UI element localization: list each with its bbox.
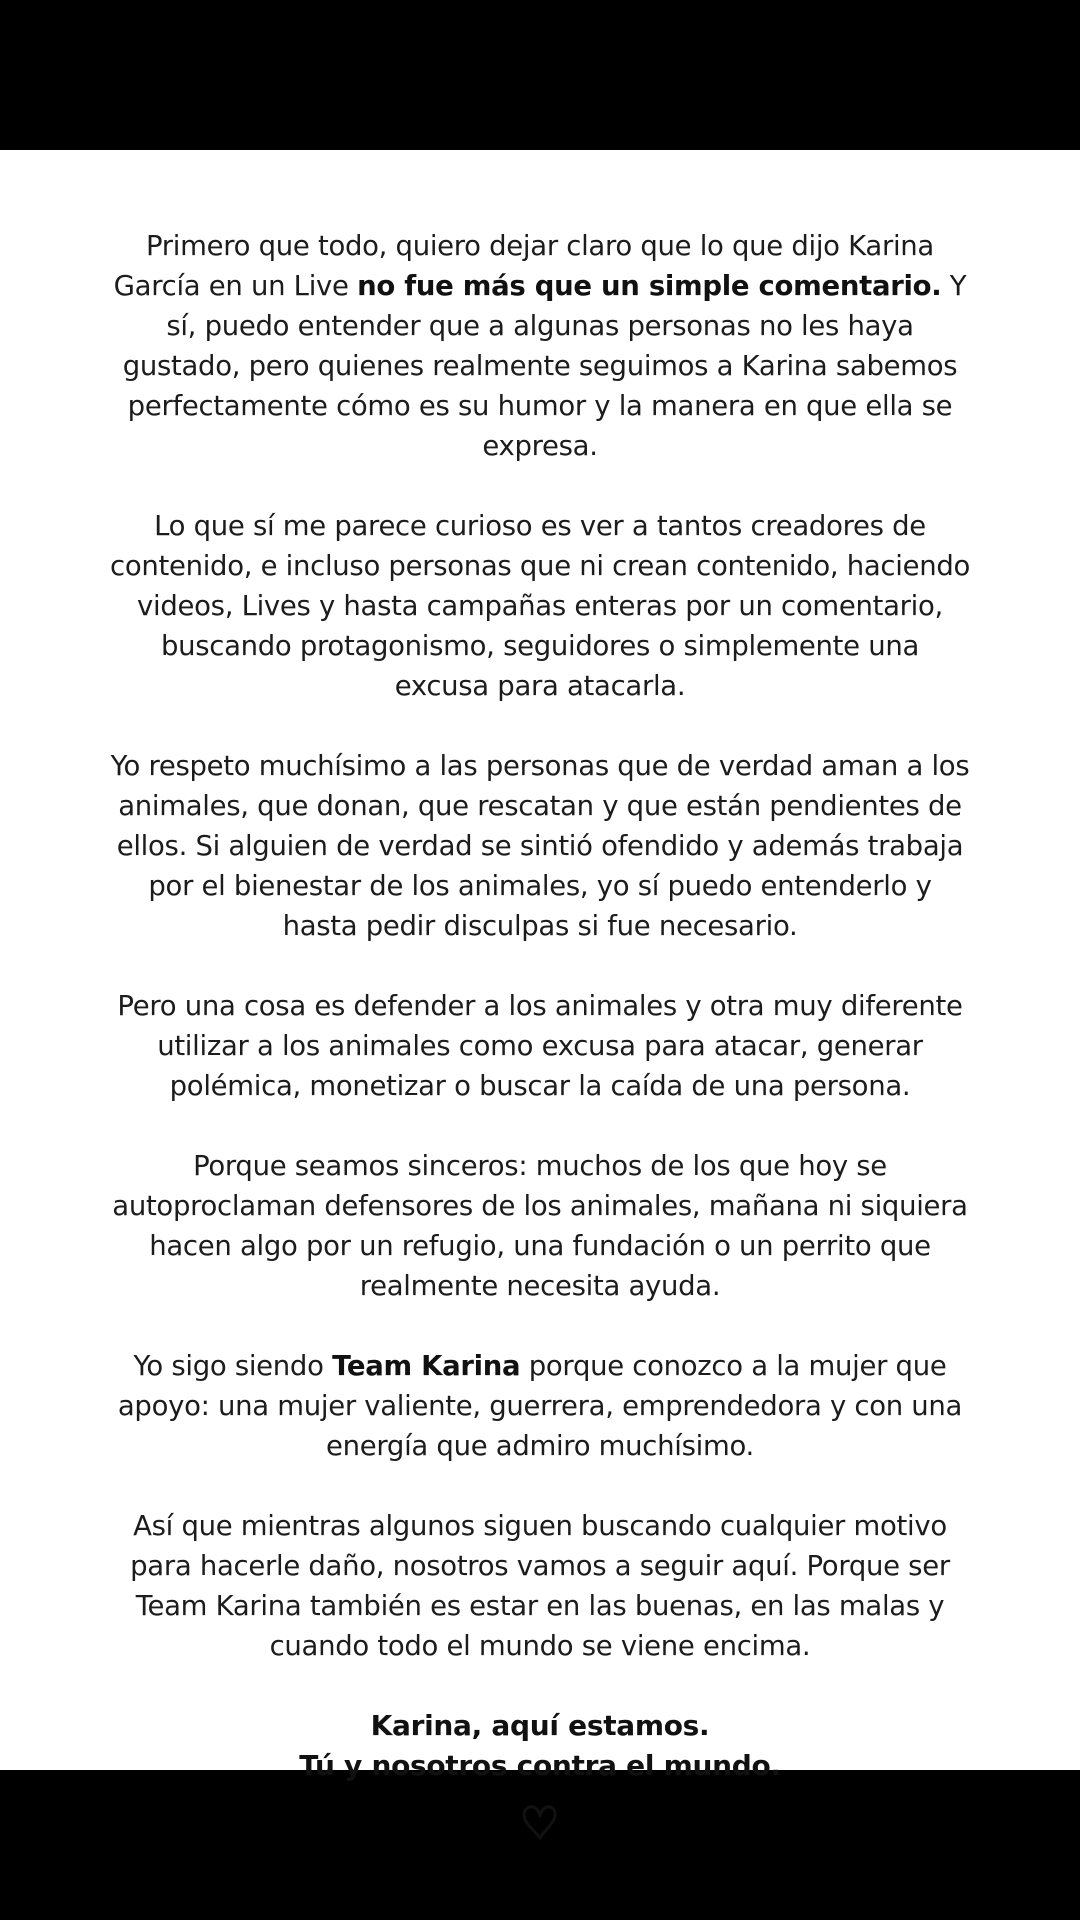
closing-message: [110, 1706, 970, 1786]
paragraph-4: Pero una cosa es defender a los animales y otra muy diferente utilizar a los animales como excusa para atacar, generar polémica, monetizar o buscar la caída de una persona.: [117, 990, 963, 1102]
paragraph-5: Porque seamos sinceros: muchos de los que hoy se autoproclaman defensores de los animales, mañana ni siquiera hacen algo por un refugio, una fundación o un perrito que realmente necesita ayuda.: [112, 1150, 968, 1302]
text-card: [0, 150, 1080, 1782]
paragraph-1: [110, 226, 970, 466]
closing-line-1: Karina, aquí estamos.: [370, 1709, 710, 1742]
heart-icon: [520, 1804, 560, 1842]
paragraph-7: Así que mientras algunos siguen buscando cualquier motivo para hacerle daño, nosotros vamos a seguir aquí. Porque ser Team Karina también es estar en las buenas, en las malas y cuando todo el mundo se viene encima.: [130, 1510, 950, 1662]
paragraph-6-text: Yo sigo siendo: [133, 1350, 333, 1382]
paragraph-6-bold: Team Karina: [332, 1350, 521, 1382]
paragraph-6: [110, 1346, 970, 1466]
paragraph-2: Lo que sí me parece curioso es ver a tantos creadores de contenido, e incluso personas que ni crean contenido, haciendo videos, Lives y hasta campañas enteras por un comentario, buscando protagonismo, seguidores o simplemente una excusa para atacarla.: [110, 510, 971, 702]
paragraph-1-bold: no fue más que un simple comentario.: [357, 270, 942, 302]
paragraph-1-text-end: Y sí, puedo entender que a algunas personas no les haya gustado, pero quienes realmente seguimos a Karina sabemos perfectamente cómo es su humor y la manera en que ella se expresa.: [122, 270, 967, 462]
paragraph-6-text-end: porque conozco a la mujer que apoyo: una mujer valiente, guerrera, emprendedora y con una energía que admiro muchísimo.: [117, 1350, 963, 1462]
paragraph-1-text: Primero que todo, quiero dejar claro que lo que dijo Karina García en un Live: [113, 230, 934, 302]
paragraph-3: Yo respeto muchísimo a las personas que de verdad aman a los animales, que donan, que rescatan y que están pendientes de ellos. Si alguien de verdad se sintió ofendido y además trabaja por el bienestar de los animales, yo sí puedo entenderlo y hasta pedir disculpas si fue necesario.: [110, 750, 970, 942]
closing-line-2: Tú y nosotros contra el mundo.: [299, 1749, 781, 1782]
